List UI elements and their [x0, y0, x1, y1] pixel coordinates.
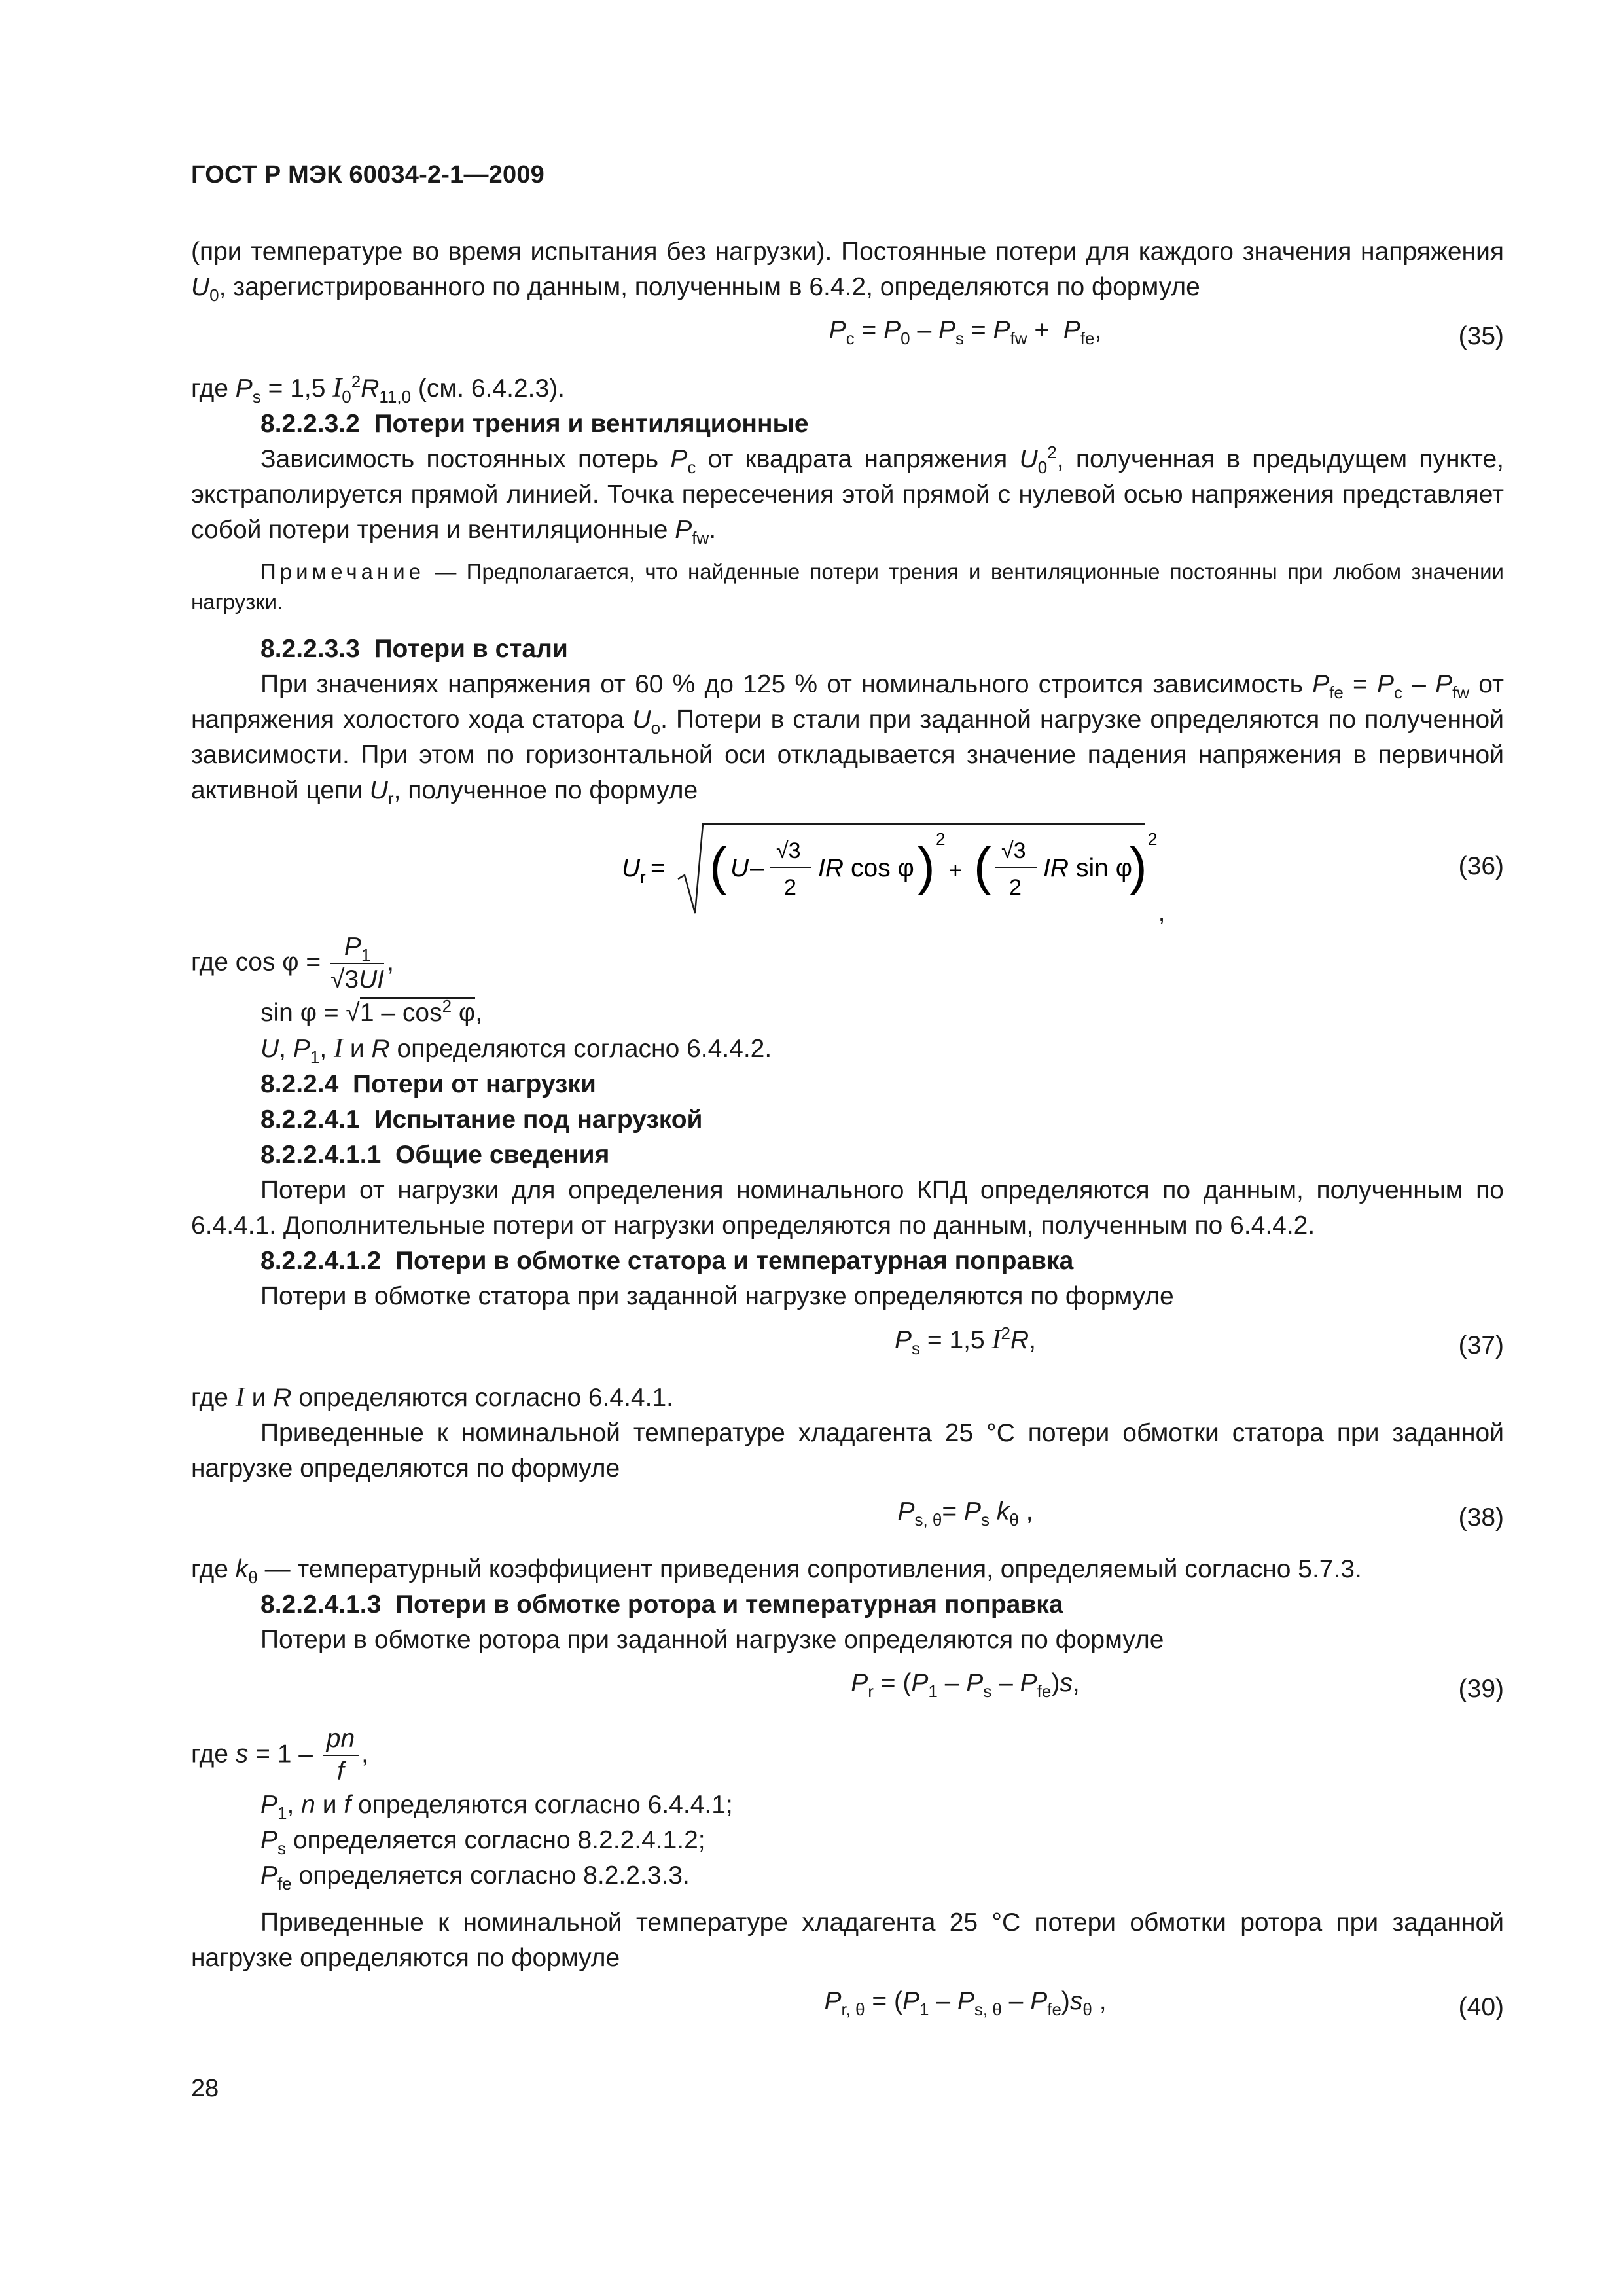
paragraph-stator-temp: Приведенные к номинальной температуре хладагента 25 °С потери обмотки статора при заданной нагрузке определяются по формуле — [191, 1419, 1504, 1482]
equation-40-expression: $P_{r, \theta} = (P_1 - P_{s, \theta} - P_{fe})s_\theta$ , — [824, 1987, 1107, 2019]
heading-8-2-2-4-1: 8.2.2.4.1 Испытание под нагрузкой — [260, 1105, 703, 1134]
equation-35-expression: $P_c = P_0 - P_s = P_{fw} + P_{fe}$, — [829, 316, 1102, 348]
equation-38-number: (38) — [1458, 1503, 1504, 1532]
intro-paragraph: (при температуре во время испытания без нагрузки). Постоянные потери для каждого значения напряжения $U_0$, зарегистрированного по данным, полученным в 6.4.2, определяются по формуле — [191, 238, 1504, 305]
svg-text:IR: IR — [1043, 854, 1069, 882]
svg-text:sin φ: sin φ — [1075, 854, 1132, 882]
where-39-line1: $P_1$, n и f определяются согласно 6.4.4.1; — [260, 1791, 733, 1823]
svg-text:(: ( — [973, 837, 991, 895]
svg-text:IR: IR — [817, 854, 844, 882]
equation-38 — [191, 1494, 1504, 1541]
where-36-sin: $\sin \varphi = √1 - \cos^2 \varphi$, — [260, 996, 483, 1027]
heading-8-2-2-3-2: 8.2.2.3.2 Потери трения и вентиляционные — [260, 410, 809, 438]
svg-text:(: ( — [709, 837, 727, 895]
paragraph-8-2-2-4-1-3: Потери в обмотке ротора при заданной нагрузке определяются по формуле — [260, 1626, 1164, 1654]
paragraph-rotor-temp: Приведенные к номинальной температуре хладагента 25 °С потери обмотки ротора при заданной нагрузке определяются по формуле — [191, 1909, 1504, 1972]
page-number: 28 — [191, 2075, 219, 2102]
equation-35 — [191, 313, 1504, 360]
paragraph-8-2-2-4-1-1: Потери от нагрузки для определения номинального КПД определяются по данным, полученным по 6.4.4.1. Дополнительные потери от нагрузки определяются по данным, полученным по 6.4.4.2. — [191, 1176, 1504, 1240]
where-39 — [191, 1723, 1504, 1893]
svg-text:2: 2 — [1147, 829, 1158, 849]
svg-text:√3: √3 — [1001, 838, 1026, 863]
svg-text:–: – — [749, 854, 764, 882]
document-header: ГОСТ Р МЭК 60034-2-1—2009 — [191, 161, 544, 188]
where-37: где I и R определяются согласно 6.4.4.1. — [191, 1382, 673, 1412]
svg-text:=: = — [650, 854, 666, 882]
svg-text:r: r — [639, 867, 646, 887]
equation-36-svg — [622, 816, 1158, 921]
svg-text:2: 2 — [1008, 875, 1022, 900]
heading-8-2-2-3-3: 8.2.2.3.3 Потери в стали — [260, 635, 568, 663]
where-36-cos: где cos φ = $\frac{P_1}{√3UI}$ , — [191, 933, 394, 994]
paragraph-8-2-2-4-1-2: Потери в обмотке статора при заданной нагрузке определяются по формуле — [260, 1282, 1174, 1310]
where-39-line3: $P_{fe}$ определяется согласно 8.2.2.3.3. — [260, 1861, 690, 1893]
svg-text:+: + — [948, 858, 962, 883]
heading-8-2-2-4: 8.2.2.4 Потери от нагрузки — [260, 1070, 596, 1098]
equation-39-expression: $P_r = (P_1 - P_s - P_{fe})s$, — [851, 1669, 1080, 1701]
svg-text:): ) — [1129, 837, 1147, 895]
equation-35-number: (35) — [1458, 322, 1504, 350]
where-39-s: где s = 1 – $\frac{pn}{f}$ , — [191, 1725, 368, 1785]
svg-text:U: U — [621, 854, 640, 882]
heading-8-2-2-4-1-2: 8.2.2.4.1.2 Потери в обмотке статора и температурная поправка — [260, 1247, 1074, 1275]
equation-37 — [191, 1322, 1504, 1369]
svg-text:cos φ: cos φ — [850, 854, 914, 882]
equation-37-number: (37) — [1458, 1331, 1504, 1359]
document-body — [191, 234, 1504, 2041]
paragraph-8-2-2-3-2: Зависимость постоянных потерь $P_c$ от квадрата напряжения $U_0^2$, полученная в предыдущем пункте, экстраполируется прямой линией. Точка пересечения этой прямой с нулевой осью напряжения представляет собой потери трения и вентиляционные $P_{fw}$. — [191, 442, 1505, 548]
equation-40-number: (40) — [1458, 1993, 1504, 2021]
heading-8-2-2-4-1-3: 8.2.2.4.1.3 Потери в обмотке ротора и температурная поправка — [260, 1590, 1063, 1619]
equation-36 — [191, 816, 1504, 927]
where-36 — [191, 931, 1504, 1067]
where-39-line2: $P_s$ определяется согласно 8.2.2.4.1.2; — [260, 1826, 705, 1858]
equation-39 — [191, 1666, 1504, 1713]
svg-text:): ) — [917, 837, 935, 895]
equation-37-expression: $P_s = 1,5$ $I^2R$, — [895, 1323, 1036, 1358]
where-36-vars: U, $P_1$, I и R определяются согласно 6.4.4.2. — [260, 1033, 772, 1067]
equation-36-expression: U r = ( U – √3 2 IR cos φ ) 2 + ( √3 2 IR sin φ ) 2 , — [530, 816, 1166, 931]
equation-36-number: (36) — [1458, 852, 1504, 880]
svg-text:U: U — [730, 854, 749, 882]
svg-text:2: 2 — [783, 875, 796, 900]
svg-text:√3: √3 — [776, 838, 801, 863]
equation-40 — [191, 1984, 1504, 2031]
svg-text:2: 2 — [935, 829, 946, 849]
equation-38-expression: $P_{s, \theta}= P_s$ $k_\theta$ , — [897, 1498, 1033, 1530]
paragraph-8-2-2-3-3: При значениях напряжения от 60 % до 125 % от номинального строится зависимость $P_{fe} = P_c - P_{fw}$ от напряжения холостого хода статора $U_o$. Потери в стали при заданной нагрузке определяются по полученной зависимости. При этом по горизонтальной оси откладывается значение падения напряжения в первичной активной цепи $U_r$, полученное по формуле — [191, 670, 1504, 808]
note-paragraph: Примечание — Предполагается, что найденные потери трения и вентиляционные постоянны при любом значении нагрузки. — [191, 560, 1504, 614]
heading-8-2-2-4-1-1: 8.2.2.4.1.1 Общие сведения — [260, 1141, 610, 1169]
where-35: где $P_s = 1,5$ $I_0^2R_{11,0}$ (см. 6.4.2.3). — [191, 372, 565, 406]
equation-39-number: (39) — [1458, 1675, 1504, 1703]
where-38: где $k_\theta$ — температурный коэффициент приведения сопротивления, определяемый согласно 5.7.3. — [191, 1555, 1362, 1587]
